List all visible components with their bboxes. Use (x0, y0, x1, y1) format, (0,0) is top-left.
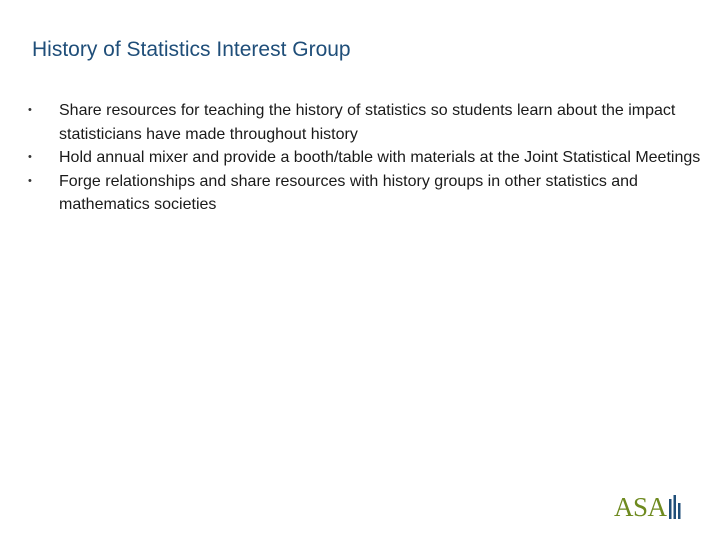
bullet-list (28, 99, 708, 217)
asa-logo (614, 486, 683, 522)
bullet-item (28, 170, 708, 217)
bullet-text: Share resources for teaching the history of statistics so students learn about the impact statisticians have made throughout history (59, 102, 676, 143)
bar-chart-icon (669, 493, 683, 519)
bullet-icon: • (28, 151, 32, 163)
slide-title: History of Statistics Interest Group (32, 38, 351, 61)
bullet-text: Hold annual mixer and provide a booth/table with materials at the Joint Statistical Meetings (59, 149, 701, 166)
asa-logo-text: ASA (614, 492, 667, 522)
bullet-icon: • (28, 104, 32, 116)
bullet-item (28, 146, 708, 170)
bullet-icon: • (28, 174, 32, 187)
bullet-item (28, 99, 708, 146)
bullet-text: Forge relationships and share resources with history groups in other statistics and mathematics societies (59, 172, 638, 213)
